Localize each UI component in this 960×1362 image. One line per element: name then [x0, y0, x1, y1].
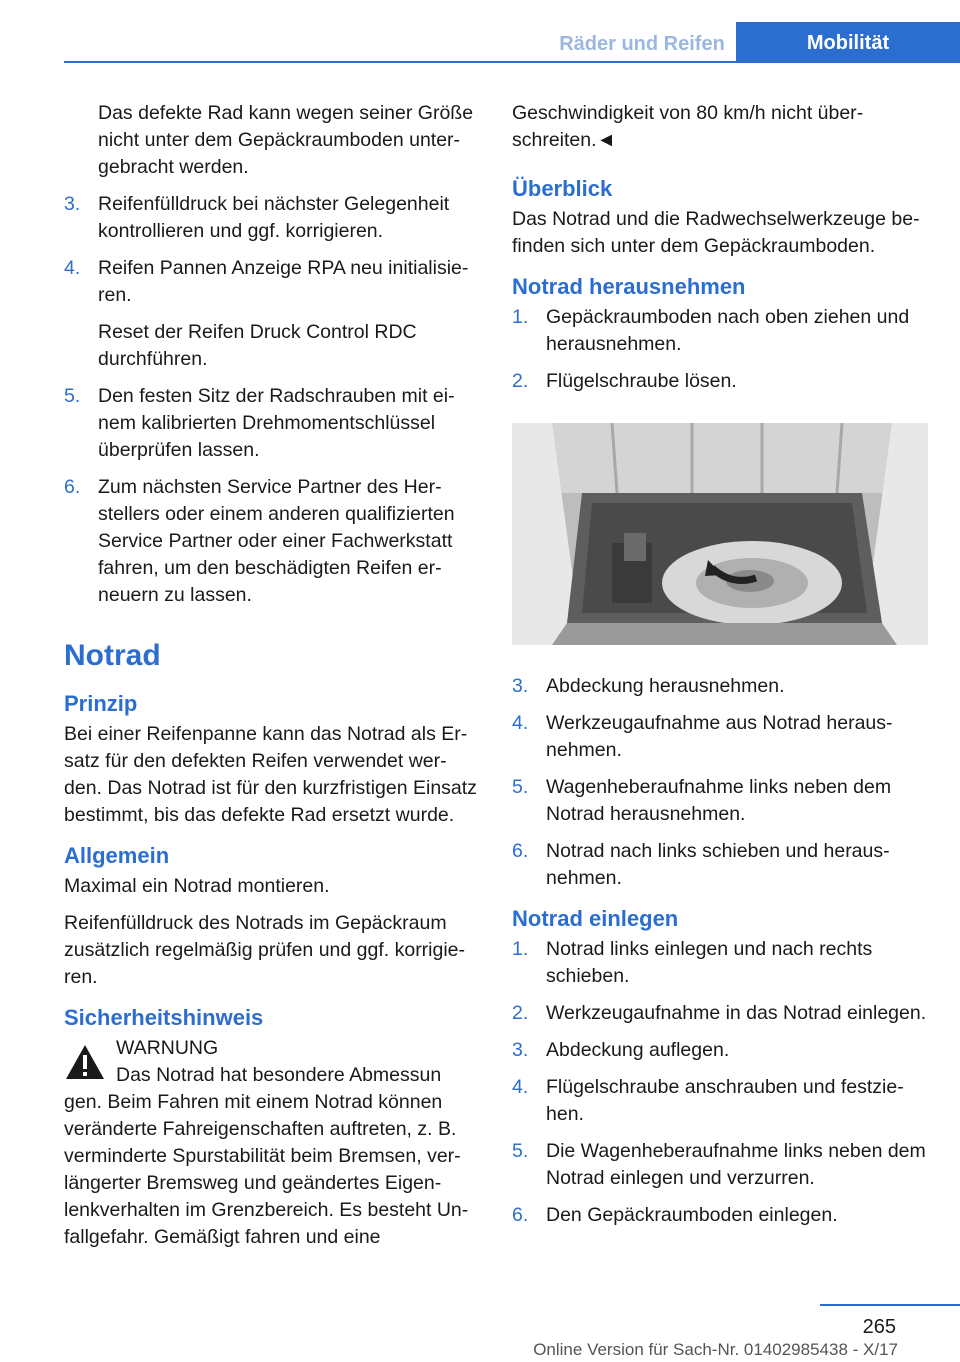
heading-ueberblick: Überblick [512, 176, 613, 201]
step-text: Reifenfülldruck bei nächster Gelegenheit kontrollieren und ggf. korrigieren. [98, 193, 450, 242]
step-text: Den festen Sitz der Radschrauben mit einem kalibrierten Drehmomentschlüssel überprüfen lassen. [98, 385, 455, 461]
step-number: 5. [64, 385, 81, 407]
list-item [512, 368, 930, 395]
list-item [512, 710, 930, 764]
step-text: Abdeckung herausnehmen. [546, 675, 785, 697]
left-column [64, 100, 478, 1251]
page-number: 265 [862, 1316, 896, 1338]
heading-prinzip: Prinzip [64, 691, 138, 716]
tab-mobilitaet[interactable]: Mobilität [736, 22, 960, 62]
step-text: Abdeckung auflegen. [546, 1039, 730, 1061]
step-text: Zum nächsten Service Partner des Herstellers oder einem anderen qualifizierten Service Partner oder einer Fachwerkstatt fahren, um den beschädigten Reifen erneuern zu lassen. [98, 476, 455, 606]
step-text: Flügelschraube anschrauben und festziehen. [546, 1076, 904, 1125]
step-number: 3. [64, 193, 81, 215]
step-list [512, 936, 930, 1229]
list-item [64, 191, 478, 245]
list-item [512, 1000, 930, 1027]
warning-text: gen. Beim Fahren mit einem Notrad können veränderte Fahreigenschaften auftreten, z. B. verminderte Spurstabilität beim Bremsen, verlängerter Bremsweg und geändertes Eigenlenkverhalten im Grenzbereich. Es besteht Unfallgefahr. Gemäßigt fahren und eine [64, 1091, 469, 1248]
list-item [512, 1037, 930, 1064]
warning-label: WARNUNG [116, 1037, 219, 1059]
prinzip-text: Bei einer Reifenpanne kann das Notrad als Ersatz für den defekten Reifen verwendet werden. Das Notrad ist für den kurzfristigen Einsatz bestimmt, bis das defekte Rad ersetzt wurde. [64, 723, 477, 826]
step-text: Werkzeugaufnahme in das Notrad einlegen. [546, 1002, 927, 1024]
step-number: 2. [512, 370, 529, 392]
step-list [512, 673, 930, 892]
list-item [512, 1202, 930, 1229]
online-version-note: Online Version für Sach-Nr. 01402985438 - X/17 [533, 1340, 898, 1359]
continued-paragraph: Das defekte Rad kann wegen seiner Größe nicht unter dem Gepäckraumboden untergebracht werden. [98, 102, 474, 178]
step-text: Notrad nach links schieben und herausnehmen. [546, 840, 890, 889]
step-text: Notrad links einlegen und nach rechts schieben. [546, 938, 873, 987]
continued-paragraph-right: Geschwindigkeit von 80 km/h nicht überschreiten.◄ [512, 102, 864, 151]
heading-notrad-herausnehmen: Notrad herausnehmen [512, 274, 746, 299]
list-item [512, 1138, 930, 1192]
step-number: 6. [512, 840, 529, 862]
ueberblick-text: Das Notrad und die Radwechselwerkzeuge befinden sich unter dem Gepäckraumboden. [512, 208, 920, 257]
step-number: 6. [64, 476, 81, 498]
step-number: 1. [512, 938, 529, 960]
footer-rule [820, 1304, 960, 1306]
step-number: 5. [512, 1140, 529, 1162]
step-note: Reset der Reifen Druck Control RDC durchführen. [98, 321, 417, 370]
step-number: 2. [512, 1002, 529, 1024]
step-list [512, 304, 930, 395]
heading-sicherheitshinweis: Sicherheitshinweis [64, 1005, 264, 1030]
step-text: Reifen Pannen Anzeige RPA neu initialisieren. [98, 257, 469, 306]
right-column [512, 100, 930, 1239]
list-item [512, 1074, 930, 1128]
list-item [512, 774, 930, 828]
list-item [512, 673, 930, 700]
list-item [64, 255, 478, 373]
step-number: 6. [512, 1204, 529, 1226]
allgemein-text-1: Maximal ein Notrad montieren. [64, 875, 330, 897]
step-text: Flügelschraube lösen. [546, 370, 737, 392]
step-text: Die Wagenheberaufnahme links neben dem Notrad einlegen und verzurren. [546, 1140, 926, 1189]
heading-notrad-einlegen: Notrad einlegen [512, 906, 679, 931]
step-number: 3. [512, 675, 529, 697]
warning-first-line: Das Notrad hat besondere Abmessun [116, 1064, 442, 1086]
step-list [64, 191, 478, 609]
trunk-spare-wheel-image [512, 423, 928, 645]
step-number: 1. [512, 306, 529, 328]
heading-allgemein: Allgemein [64, 843, 170, 868]
tab-raeder-und-reifen[interactable]: Räder und Reifen [559, 33, 725, 55]
step-text: Wagenheberaufnahme links neben dem Notrad herausnehmen. [546, 776, 892, 825]
warning-triangle-icon [64, 1043, 106, 1081]
allgemein-text-2: Reifenfülldruck des Notrads im Gepäckraum zusätzlich regelmäßig prüfen und ggf. korrigieren. [64, 912, 466, 988]
step-text: Gepäckraumboden nach oben ziehen und herausnehmen. [546, 306, 910, 355]
step-number: 4. [512, 712, 529, 734]
step-number: 5. [512, 776, 529, 798]
list-item [512, 304, 930, 358]
section-title-notrad: Notrad [64, 639, 161, 672]
step-text: Den Gepäckraumboden einlegen. [546, 1204, 838, 1226]
warning-block [64, 1035, 478, 1251]
list-item [64, 474, 478, 609]
step-number: 3. [512, 1039, 529, 1061]
step-number: 4. [512, 1076, 529, 1098]
list-item [512, 838, 930, 892]
step-text: Werkzeugaufnahme aus Notrad herausnehmen. [546, 712, 893, 761]
list-item [512, 936, 930, 990]
step-number: 4. [64, 257, 81, 279]
list-item [64, 383, 478, 464]
